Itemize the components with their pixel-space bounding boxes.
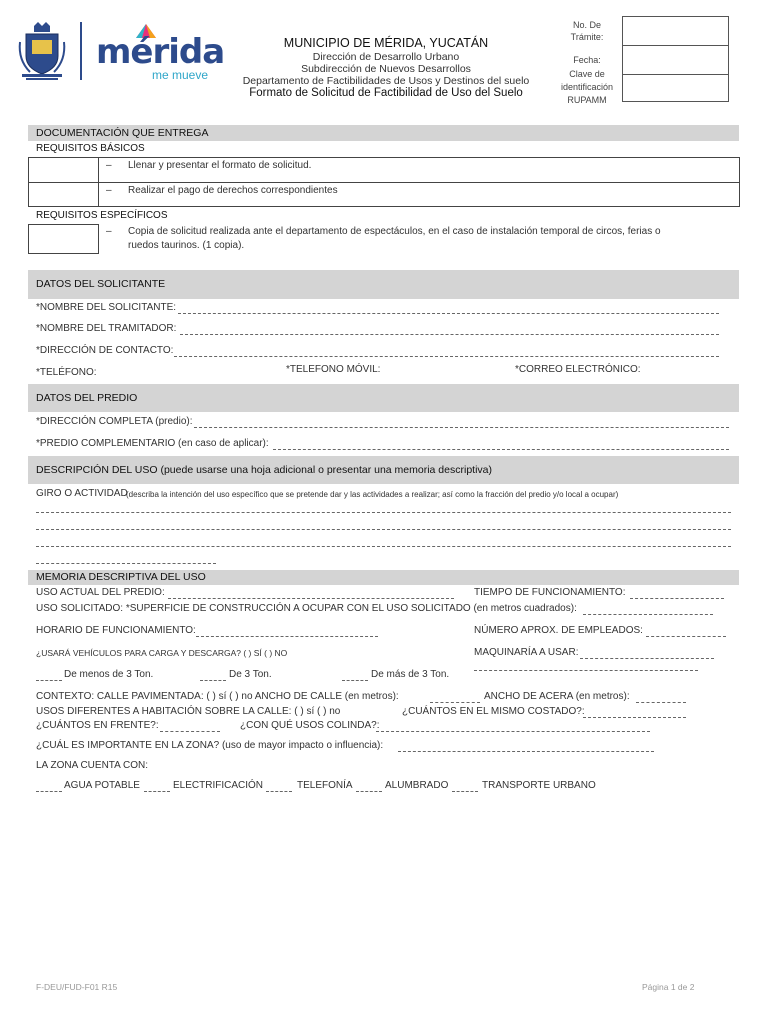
colinda-field[interactable] bbox=[376, 731, 650, 732]
servicio-agua: AGUA POTABLE bbox=[64, 780, 140, 791]
solicitante-header: DATOS DEL SOLICITANTE bbox=[28, 270, 739, 299]
importante-label: ¿CUÁL ES IMPORTANTE EN LA ZONA? (uso de mayor impacto o influencia): bbox=[36, 740, 384, 751]
memoria-header: MEMORIA DESCRIPTIVA DEL USO bbox=[28, 570, 739, 585]
tiempo-funcionamiento-field[interactable] bbox=[630, 598, 724, 599]
agua-potable-field[interactable] bbox=[36, 791, 62, 792]
giro-note: (describa la intención del uso específico que se pretende dar y las actividades a realizar; así como la fracción del predio y/o local a ocupar) bbox=[126, 490, 619, 499]
nombre-tramitador-field[interactable] bbox=[180, 334, 719, 335]
uso-actual-label: USO ACTUAL DEL PREDIO: bbox=[36, 587, 165, 598]
correo-label: *CORREO ELECTRÓNICO: bbox=[515, 364, 641, 375]
especificos-title: REQUISITOS ESPECÍFICOS bbox=[36, 210, 168, 221]
fecha-box[interactable] bbox=[622, 45, 729, 75]
no-tramite-label: No. De Trámite: bbox=[570, 20, 604, 42]
telefono-movil-label: *TELEFONO MÓVIL: bbox=[286, 364, 381, 375]
direccion-predio-label: *DIRECCIÓN COMPLETA (predio): bbox=[36, 416, 193, 427]
mas-3-ton-label: De más de 3 Ton. bbox=[371, 669, 450, 680]
page-number: Página 1 de 2 bbox=[642, 982, 695, 992]
descripcion-header: DESCRIPCIÓN DEL USO (puede usarse una hoja adicional o presentar una memoria descriptiva) bbox=[28, 456, 739, 484]
giro-line-3[interactable] bbox=[36, 546, 731, 547]
direccion-contacto-label: *DIRECCIÓN DE CONTACTO: bbox=[36, 345, 174, 356]
horario-field[interactable] bbox=[196, 636, 378, 637]
frente-field[interactable] bbox=[160, 731, 220, 732]
nombre-solicitante-label: *NOMBRE DEL SOLICITANTE: bbox=[36, 302, 177, 313]
maquinaria-field-2[interactable] bbox=[474, 670, 698, 671]
coat-of-arms-logo bbox=[16, 20, 68, 82]
basicos-title: REQUISITOS BÁSICOS bbox=[36, 143, 145, 154]
checkbox-requisito-2[interactable] bbox=[29, 183, 98, 206]
no-tramite-box[interactable] bbox=[622, 16, 729, 46]
contexto-label: CONTEXTO: CALLE PAVIMENTADA: ( ) sí ( ) no ANCHO DE CALLE (en metros): bbox=[36, 691, 399, 702]
uso-solicitado-label: USO SOLICITADO: *SUPERFICIE DE CONSTRUCCIÓN A OCUPAR CON EL USO SOLICITADO (en metros cuadrados): bbox=[36, 603, 577, 614]
frente-label: ¿CUÁNTOS EN FRENTE?: bbox=[36, 720, 159, 731]
merida-logo bbox=[96, 22, 225, 84]
superficie-field[interactable] bbox=[583, 614, 713, 615]
maquinaria-field[interactable] bbox=[580, 658, 714, 659]
direccion-contacto-field[interactable] bbox=[174, 356, 719, 357]
horario-label: HORARIO DE FUNCIONAMIENTO: bbox=[36, 625, 196, 636]
electrificacion-field[interactable] bbox=[144, 791, 170, 792]
zona-cuenta-label: LA ZONA CUENTA CON: bbox=[36, 760, 149, 771]
subdireccion-line: Subdirección de Nuevos Desarrollos bbox=[301, 63, 471, 75]
logo-slogan: me mueve bbox=[152, 68, 209, 82]
maquinaria-label: MAQUINARÍA A USAR: bbox=[474, 647, 579, 658]
checkbox-requisito-1[interactable] bbox=[29, 158, 98, 182]
clave-label: Clave de identificación RUPAMM bbox=[560, 69, 614, 105]
requisito-especifico-line1: Copia de solicitud realizada ante el departamento de espectáculos, en el caso de instalación temporal de circos, ferias o bbox=[128, 226, 661, 237]
departamento-line: Departamento de Factibilidades de Usos y Destinos del suelo bbox=[242, 75, 530, 87]
menos-3-ton-field[interactable] bbox=[36, 680, 62, 681]
empleados-field[interactable] bbox=[646, 636, 726, 637]
checkbox-requisito-especifico[interactable] bbox=[28, 224, 99, 254]
form-title: Formato de Solicitud de Factibilidad de Uso del Suelo bbox=[249, 87, 523, 99]
documentacion-header: DOCUMENTACIÓN QUE ENTREGA bbox=[28, 125, 739, 141]
requisito-basico-1: Llenar y presentar el formato de solicitud. bbox=[128, 160, 312, 171]
direccion-line: Dirección de Desarrollo Urbano bbox=[312, 51, 460, 63]
giro-line-2[interactable] bbox=[36, 529, 731, 530]
servicio-transporte: TRANSPORTE URBANO bbox=[482, 780, 596, 791]
requisito-especifico-line2: ruedos taurinos. (1 copia). bbox=[128, 240, 245, 251]
clave-box[interactable] bbox=[622, 74, 729, 102]
tiempo-funcionamiento-label: TIEMPO DE FUNCIONAMIENTO: bbox=[474, 587, 626, 598]
fecha-label: Fecha: bbox=[573, 55, 601, 65]
telefonia-field[interactable] bbox=[266, 791, 292, 792]
servicio-electrificacion: ELECTRIFICACIÓN bbox=[173, 780, 264, 791]
mismo-costado-field[interactable] bbox=[583, 717, 686, 718]
usos-diferentes-label: USOS DIFERENTES A HABITACIÓN SOBRE LA CALLE: ( ) sí ( ) no bbox=[36, 706, 341, 717]
telefono-label: *TELÉFONO: bbox=[36, 367, 97, 378]
ancho-calle-field[interactable] bbox=[430, 702, 480, 703]
predio-complementario-label: *PREDIO COMPLEMENTARIO (en caso de aplicar): bbox=[36, 438, 269, 449]
logo-text: mérida bbox=[96, 32, 225, 72]
vehiculos-question[interactable]: ¿USARÁ VEHÍCULOS PARA CARGA Y DESCARGA? ( ) SÍ ( ) NO bbox=[36, 648, 288, 658]
predio-complementario-field[interactable] bbox=[273, 449, 729, 450]
ancho-acera-field[interactable] bbox=[636, 702, 686, 703]
predio-header: DATOS DEL PREDIO bbox=[28, 384, 739, 412]
giro-label: GIRO O ACTIVIDAD bbox=[36, 488, 128, 499]
requisito-basico-2: Realizar el pago de derechos correspondientes bbox=[128, 185, 338, 196]
alumbrado-field[interactable] bbox=[356, 791, 382, 792]
menos-3-ton-label: De menos de 3 Ton. bbox=[64, 669, 154, 680]
municipio-title: MUNICIPIO DE MÉRIDA, YUCATÁN bbox=[283, 36, 489, 50]
empleados-label: NÚMERO APROX. DE EMPLEADOS: bbox=[474, 625, 643, 636]
de-3-ton-field[interactable] bbox=[200, 680, 226, 681]
uso-actual-field[interactable] bbox=[168, 598, 454, 599]
mismo-costado-label: ¿CUÁNTOS EN EL MISMO COSTADO?: bbox=[402, 706, 585, 717]
servicio-alumbrado: ALUMBRADO bbox=[385, 780, 449, 791]
nombre-tramitador-label: *NOMBRE DEL TRAMITADOR: bbox=[36, 323, 177, 334]
nombre-solicitante-field[interactable] bbox=[178, 313, 719, 314]
mas-3-ton-field[interactable] bbox=[342, 680, 368, 681]
giro-line-4[interactable] bbox=[36, 563, 216, 564]
form-code: F-DEU/FUD-F01 R15 bbox=[36, 982, 118, 992]
ancho-acera-label: ANCHO DE ACERA (en metros): bbox=[484, 691, 630, 702]
de-3-ton-label: De 3 Ton. bbox=[229, 669, 272, 680]
transporte-field[interactable] bbox=[452, 791, 478, 792]
logo-divider bbox=[80, 22, 82, 80]
colinda-label: ¿CON QUÉ USOS COLINDA?: bbox=[240, 720, 380, 731]
giro-line-1[interactable] bbox=[36, 512, 731, 513]
importante-field[interactable] bbox=[398, 751, 654, 752]
direccion-predio-field[interactable] bbox=[194, 427, 729, 428]
servicio-telefonia: TELEFONÍA bbox=[297, 780, 353, 791]
